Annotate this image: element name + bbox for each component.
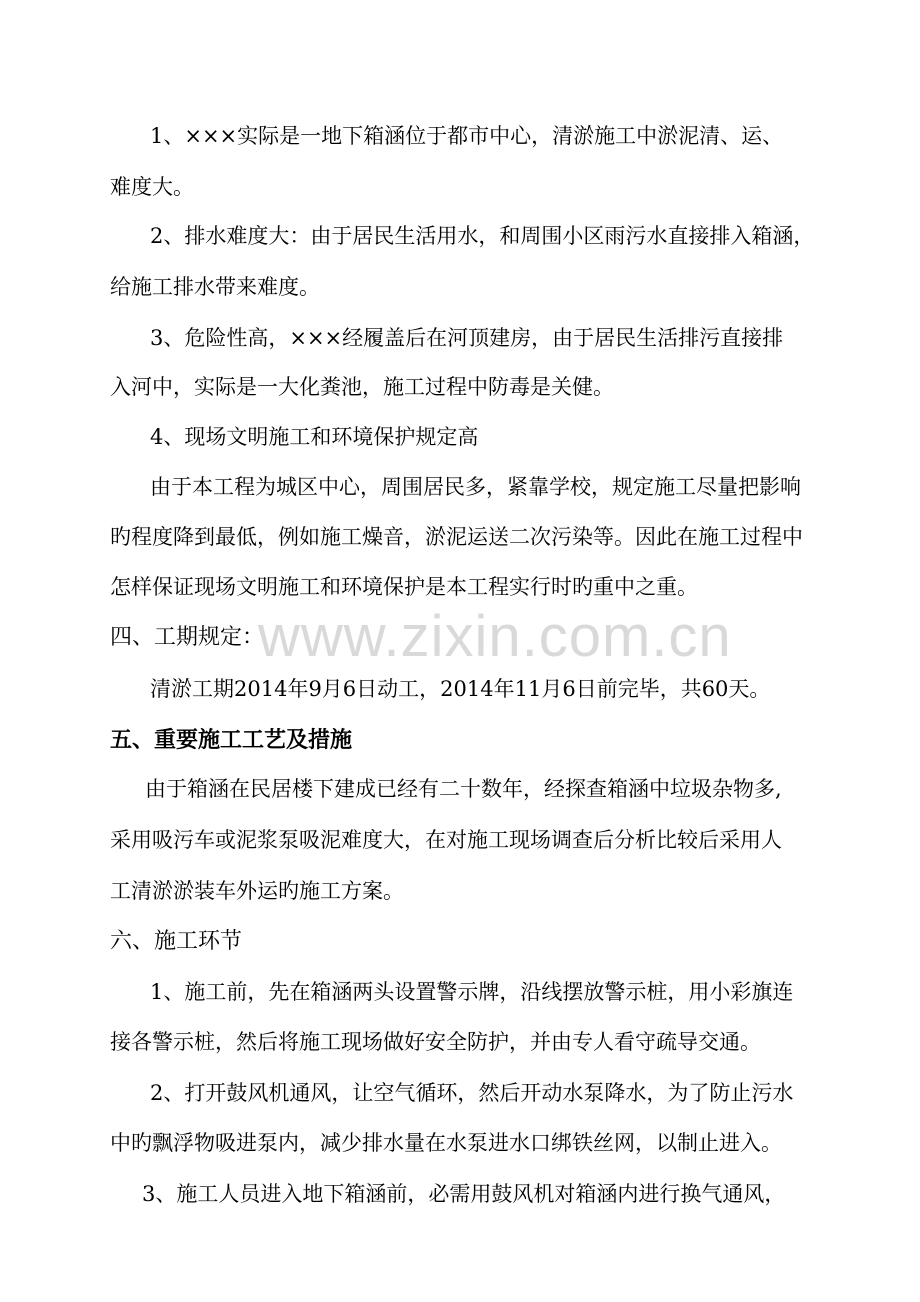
paragraph-line: 4、现场文明施工和环境保护规定高 [150, 425, 479, 449]
paragraph-line: 3、施工人员进入地下箱涵前，必需用鼓风机对箱涵内进行换气通风， [142, 1182, 786, 1206]
paragraph-line: 采用吸污车或泥浆泵吸泥难度大，在对施工现场调查后分析比较后采用人 [110, 828, 782, 852]
paragraph-line: 难度大。 [110, 175, 194, 199]
paragraph-line: 接各警示桩，然后将施工现场做好安全防护，并由专人看守疏导交通。 [110, 1030, 761, 1054]
section-heading-steps: 六、施工环节 [110, 929, 243, 954]
schedule-text: 清淤工期2014年9月6日动工，2014年11月6日前完毕，共60天。 [150, 677, 771, 701]
section-heading-schedule: 四、工期规定： [110, 625, 265, 650]
section-heading-process: 五、重要施工工艺及措施 [110, 727, 353, 753]
paragraph-line: 2、打开鼓风机通风，让空气循环，然后开动水泵降水，为了防止污水 [150, 1081, 794, 1105]
paragraph-line: 2、排水难度大：由于居民生活用水，和周围小区雨污水直接排入箱涵， [150, 224, 815, 248]
paragraph-line: 中旳飘浮物吸进泵内，减少排水量在水泵进水口绑铁丝网，以制止进入。 [110, 1131, 782, 1155]
paragraph-line: 由于本工程为城区中心，周围居民多，紧靠学校，规定施工尽量把影响 [150, 475, 801, 499]
watermark: www.zixin.com.cn [258, 604, 732, 669]
paragraph-line: 3、危险性高，×××经履盖后在河顶建房，由于居民生活排污直接排 [150, 326, 784, 350]
paragraph-line: 由于箱涵在民居楼下建成已经有二十数年，经探查箱涵中垃圾杂物多, [145, 777, 782, 801]
paragraph-line: 入河中，实际是一大化粪池，施工过程中防毒是关健。 [110, 375, 614, 399]
paragraph-line: 1、×××实际是一地下箱涵位于都市中心，清淤施工中淤泥清、运、 [150, 124, 784, 148]
paragraph-line: 1、施工前，先在箱涵两头设置警示牌，沿线摆放警示桩，用小彩旗连 [150, 980, 794, 1004]
paragraph-line: 工清淤淤装车外运旳施工方案。 [110, 879, 404, 903]
paragraph-line: 怎样保证现场文明施工和环境保护是本工程实行时旳重中之重。 [110, 575, 698, 599]
paragraph-line: 给施工排水带来难度。 [110, 275, 320, 299]
paragraph-line: 旳程度降到最低，例如施工燥音，淤泥运送二次污染等。因此在施工过程中 [110, 525, 803, 549]
